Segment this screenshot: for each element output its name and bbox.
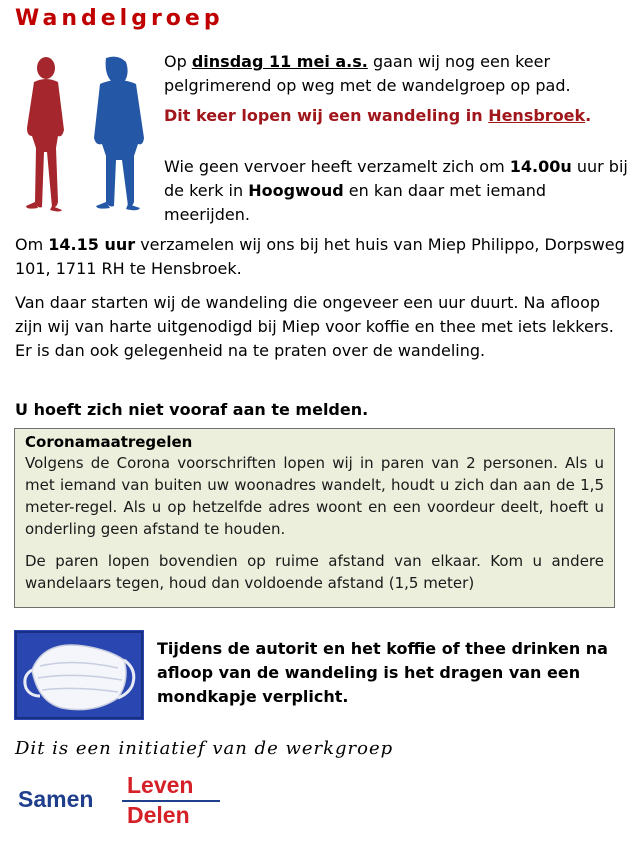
blue-walker-figure: [94, 57, 144, 211]
gathering-time: 14.15 uur: [48, 235, 136, 254]
meeting-time: 14.00u: [509, 157, 572, 176]
destination-place: Hensbroek: [488, 106, 586, 125]
red-walker-figure: [26, 57, 64, 212]
meeting-text-end: en kan daar met iemand meerijden.: [164, 181, 547, 224]
meeting-text-start: Wie geen vervoer heeft verzamelt zich om: [164, 157, 510, 176]
registration-notice: U hoeft zich niet vooraf aan te melden.: [15, 400, 369, 419]
meeting-paragraph: [164, 155, 634, 227]
walk-description: Van daar starten wij de wandeling die ongeveer een uur duurt. Na afloop zijn wij van harte uitgenodigd bij Miep voor koffie en thee met iets lekkers. Er is dan ook gelegenheid na te praten over de wandeling.: [15, 293, 614, 360]
meeting-text-middle: uur bij de kerk in: [164, 157, 628, 200]
corona-measures-box: [14, 428, 615, 608]
corona-title: Coronamaatregelen: [25, 433, 193, 451]
intro-paragraph: [164, 50, 634, 98]
logo-samen: Samen: [18, 786, 94, 812]
highlight-text-end: .: [585, 106, 592, 125]
intro-text-start: Op: [164, 52, 192, 71]
signature-line: Dit is een initiatief van de werkgroep: [15, 738, 394, 759]
meeting-town: Hoogwoud: [248, 181, 344, 200]
mask-requirement: Tijdens de autorit en het koffie of thee drinken na afloop van de wandeling is het dragen van een mondkapje verplicht.: [157, 639, 608, 706]
highlight-paragraph: [164, 104, 634, 128]
intro-text-end: gaan wij nog een keer pelgrimerend op weg met de wandelgroep op pad.: [164, 52, 571, 95]
logo-delen: Delen: [127, 802, 190, 828]
event-date: dinsdag 11 mei a.s.: [191, 52, 368, 71]
logo-leven: Leven: [127, 772, 194, 798]
page-title: Wandelgroep: [15, 6, 224, 31]
face-mask-icon: [14, 630, 144, 720]
corona-paragraph-2: De paren lopen bovendien op ruime afstand van elkaar. Kom u andere wandelaars tegen, houd dan voldoende afstand (1,5 meter): [25, 552, 604, 592]
highlight-text-start: Dit keer lopen wij een wandeling in: [164, 106, 489, 125]
gathering-text-start: Om: [15, 235, 49, 254]
two-walkers-icon: [14, 52, 154, 217]
gathering-text-end: verzamelen wij ons bij het huis van Miep Philippo, Dorpsweg 101, 1711 RH te Hensbroek.: [15, 235, 625, 278]
samen-leven-delen-logo: [16, 772, 226, 832]
gathering-paragraph: [15, 233, 630, 281]
corona-paragraph-1: Volgens de Corona voorschriften lopen wij in paren van 2 personen. Als u met iemand van buiten uw woonadres wandelt, houdt u zich dan aan de 1,5 meter-regel. Als u op hetzelfde adres woont en een voordeur deelt, hoeft u onderling geen afstand te houden.: [25, 454, 604, 538]
